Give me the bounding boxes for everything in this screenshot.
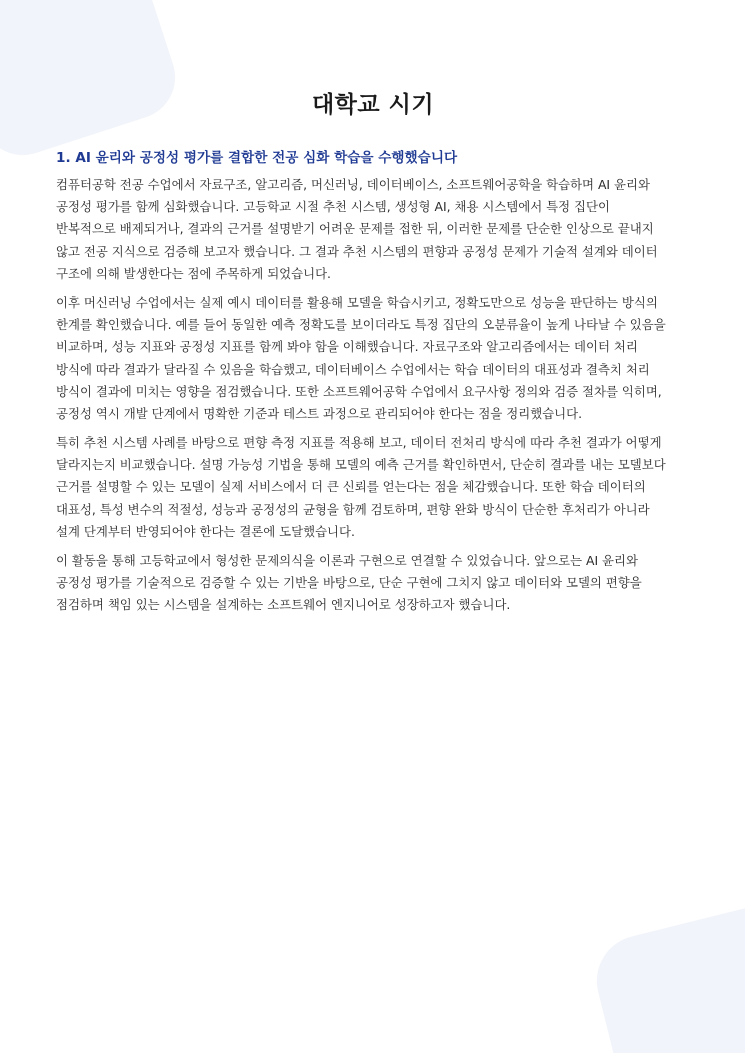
- paragraph-line: 비교하며, 성능 지표와 공정성 지표를 함께 봐야 함을 이해했습니다. 자료구조와 알고리즘에서는 데이터 처리: [56, 339, 638, 355]
- paragraph-line: 근거를 설명할 수 있는 모델이 실제 서비스에서 더 큰 신뢰를 얻는다는 점을 체감했습니다. 또한 학습 데이터의: [56, 479, 646, 495]
- decorative-shape-top-left: [0, 0, 186, 166]
- decorative-shape-bottom-right: [587, 894, 745, 1053]
- paragraph-line: 이후 머신러닝 수업에서는 실제 예시 데이터를 활용해 모델을 학습시키고, 정확도만으로 성능을 판단하는 방식의: [56, 295, 658, 310]
- paragraph-line: 점검하며 책임 있는 시스템을 설계하는 소프트웨어 엔지니어로 성장하고자 했습니다.: [56, 597, 511, 613]
- paragraph-3: [56, 432, 690, 543]
- paragraph-2: [56, 292, 690, 425]
- paragraph-line: 대표성, 특성 변수의 적절성, 성능과 공정성의 균형을 함께 검토하며, 편향 완화 방식이 단순한 후처리가 아니라: [56, 501, 650, 517]
- paragraph-line: 반복적으로 배제되거나, 결과의 근거를 설명받기 어려운 문제를 접한 뒤, 이러한 문제를 단순한 인상으로 끝내지: [56, 221, 654, 237]
- page-title: 대학교 시기: [311, 92, 435, 118]
- paragraph-line: 특히 추천 시스템 사례를 바탕으로 편향 측정 지표를 적용해 보고, 데이터 전처리 방식에 따라 추천 결과가 어떻게: [56, 435, 662, 450]
- paragraph-line: 않고 전공 지식으로 검증해 보고자 했습니다. 그 결과 추천 시스템의 편향과 공정성 문제가 기술적 설계와 데이터: [56, 243, 658, 259]
- paragraph-line: 설계 단계부터 반영되어야 한다는 결론에 도달했습니다.: [56, 523, 355, 539]
- paragraph-line: 공정성 역시 개발 단계에서 명확한 기준과 테스트 과정으로 관리되어야 한다는 점을 정리했습니다.: [56, 406, 583, 422]
- paragraph-line: 구조에 의해 발생한다는 점에 주목하게 되었습니다.: [56, 265, 331, 281]
- paragraph-4: [56, 550, 690, 617]
- paragraph-line: 컴퓨터공학 전공 수업에서 자료구조, 알고리즘, 머신러닝, 데이터베이스, 소프트웨어공학을 학습하며 AI 윤리와: [56, 177, 650, 192]
- paragraph-line: 달라지는지 비교했습니다. 설명 가능성 기법을 통해 모델의 예측 근거를 확인하면서, 단순히 결과를 내는 모델보다: [56, 457, 666, 473]
- paragraph-line: 방식에 따라 결과가 달라질 수 있음을 학습했고, 데이터베이스 수업에서는 학습 데이터의 대표성과 결측치 처리: [56, 361, 650, 377]
- paragraph-line: 공정성 평가를 기술적으로 검증할 수 있는 기반을 바탕으로, 단순 구현에 그치지 않고 데이터와 모델의 편향을: [56, 575, 642, 591]
- paragraph-1: [56, 174, 690, 285]
- paragraph-line: 공정성 평가를 함께 심화했습니다. 고등학교 시절 추천 시스템, 생성형 AI, 채용 시스템에서 특정 집단이: [56, 199, 610, 215]
- paragraph-line: 이 활동을 통해 고등학교에서 형성한 문제의식을 이론과 구현으로 연결할 수 있었습니다. 앞으로는 AI 윤리와: [56, 553, 638, 568]
- paragraph-line: 방식이 결과에 미치는 영향을 점검했습니다. 또한 소프트웨어공학 수업에서 요구사항 정의와 검증 절차를 익히며,: [56, 383, 662, 399]
- section-heading: 1. AI 윤리와 공정성 평가를 결합한 전공 심화 학습을 수행했습니다: [56, 150, 458, 166]
- paragraph-line: 한계를 확인했습니다. 예를 들어 동일한 예측 정확도를 보이더라도 특정 집단의 오분류율이 높게 나타날 수 있음을: [56, 317, 666, 333]
